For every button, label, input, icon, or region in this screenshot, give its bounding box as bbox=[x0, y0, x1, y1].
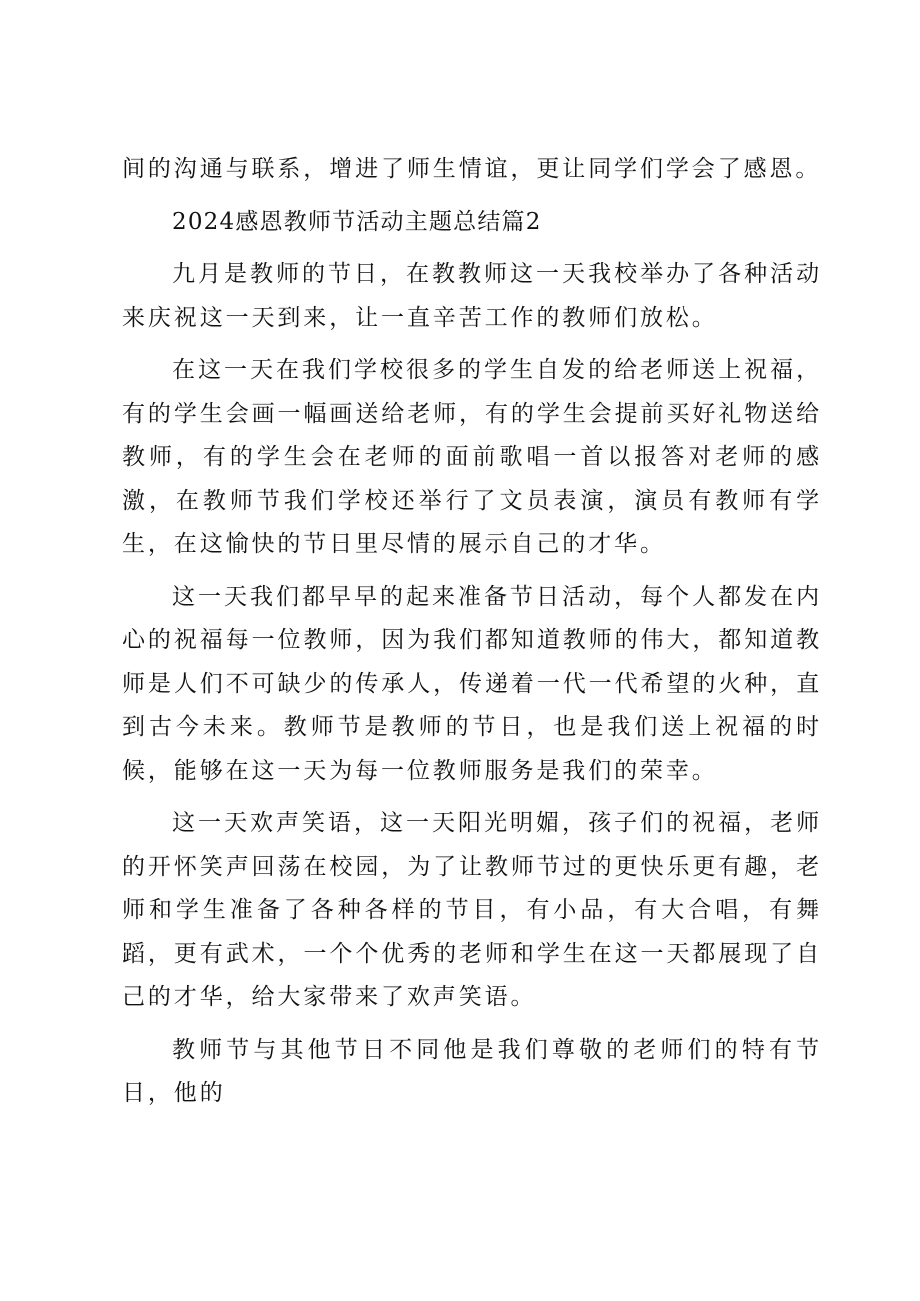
section-heading: 2024感恩教师节活动主题总结篇2 bbox=[172, 208, 542, 235]
paragraph: 这一天我们都早早的起来准备节日活动，每个人都发在内心的祝福每一位教师，因为我们都知道教师的伟大，都知道教师是人们不可缺少的传承人，传递着一代一代希望的火种，直到古今未来。教师节是教师的节日，也是我们送上祝福的时候，能够在这一天为每一位教师服务是我们的荣幸。 bbox=[122, 583, 822, 784]
paragraph: 这一天欢声笑语，这一天阳光明媚，孩子们的祝福，老师的开怀笑声回荡在校园，为了让教师节过的更快乐更有趣，老师和学生准备了各种各样的节目，有小品，有大合唱，有舞蹈，更有武术，一个个优秀的老师和学生在这一天都展现了自己的才华，给大家带来了欢声笑语。 bbox=[122, 810, 822, 1010]
paragraph: 在这一天在我们学校很多的学生自发的给老师送上祝福，有的学生会画一幅画送给老师，有的学生会提前买好礼物送给教师，有的学生会在老师的面前歌唱一首以报答对老师的感激，在教师节我们学校还举行了文员表演，演员有教师有学生，在这愉快的节日里尽情的展示自己的才华。 bbox=[122, 357, 822, 557]
paragraph: 九月是教师的节日，在教教师这一天我校举办了各种活动来庆祝这一天到来，让一直辛苦工作的教师们放松。 bbox=[122, 261, 822, 331]
paragraph-partial: 教师节与其他节日不同他是我们尊敬的老师们的特有节日，他的 bbox=[122, 1036, 822, 1106]
paragraph-continuation: 间的沟通与联系，增进了师生情谊，更让同学们学会了感恩。 bbox=[122, 156, 822, 182]
document-body bbox=[122, 148, 822, 1125]
